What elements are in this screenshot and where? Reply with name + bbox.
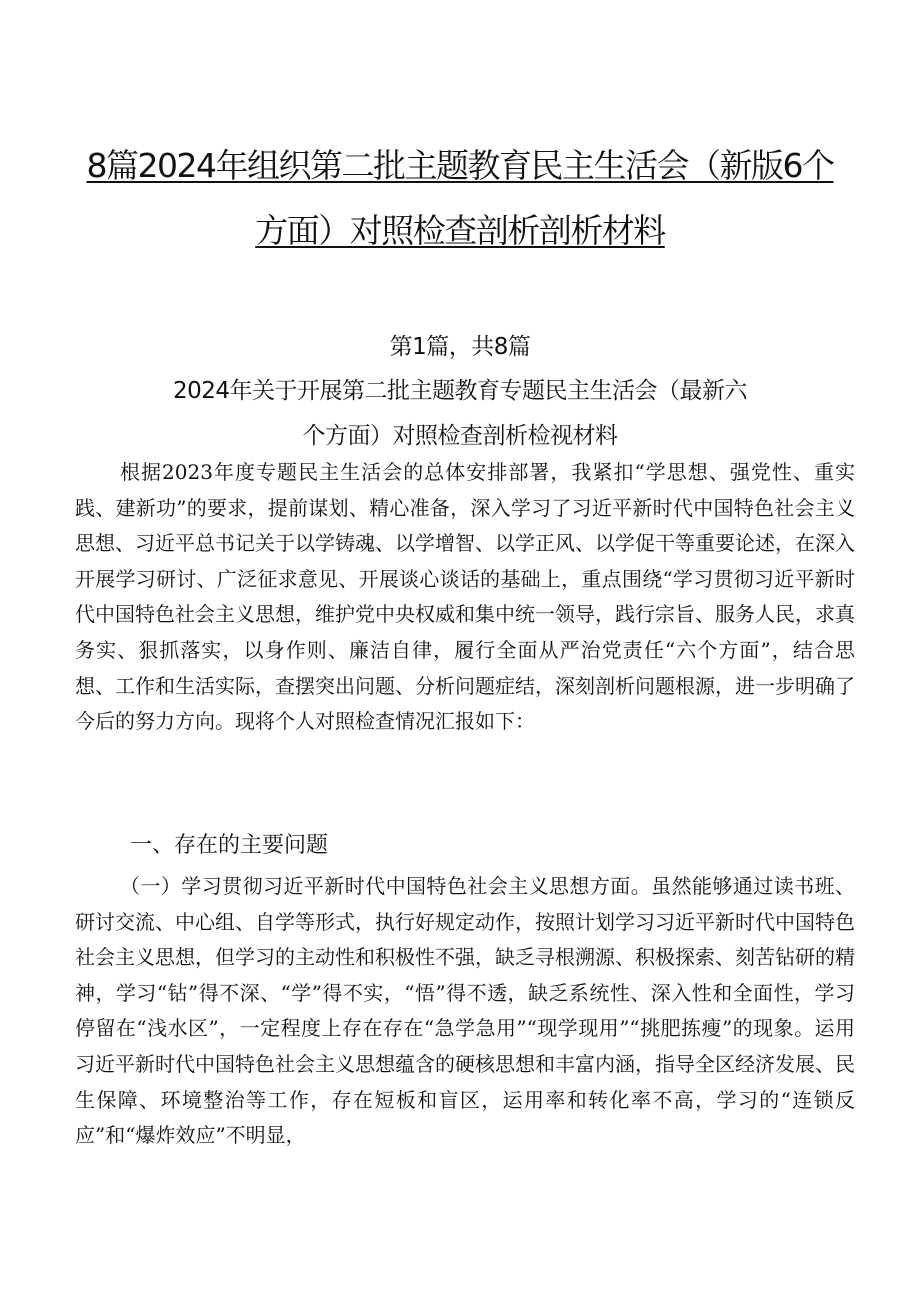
article-subtitle-line-1: 2024年关于开展第二批主题教育专题民主生活会（最新六 — [172, 378, 748, 404]
document-title-line-2: 方面）对照检查剖析剖析材料 — [255, 211, 665, 250]
document-title-line-1: 8篇2024年组织第二批主题教育民主生活会（新版6个 — [86, 146, 834, 185]
section-1-heading: 一、存在的主要问题 — [130, 833, 329, 858]
article-subtitle-line-2: 个方面）对照检查剖析检视材料 — [302, 423, 618, 449]
part-label: 第1篇，共8篇 — [389, 334, 531, 360]
section-1-paragraph: （一）学习贯彻习近平新时代中国特色社会主义思想方面。虽然能够通过读书班、研讨交流、中心组、自学等形式，执行好规定动作，按照计划学习习近平新时代中国特色社会主义思想，但学习的主动性和积极性不强，缺乏寻根溯源、积极探索、刻苦钻研的精神，学习“钻”得不深、“学”得不实，“悟”得不透，缺乏系统性、深入性和全面性，学习停留在“浅水区”，一定程度上存在存在“急学急用”“现学现用”“挑肥拣瘦”的现象。运用习近平新时代中国特色社会主义思想蕴含的硬核思想和丰富内涵，指导全区经济发展、民生保障、环境整治等工作，存在短板和盲区，运用率和转化率不高，学习的“连锁反应”和“爆炸效应”不明显， — [75, 874, 855, 1148]
intro-paragraph: 根据2023年度专题民主生活会的总体安排部署，我紧扣“学思想、强党性、重实践、建新功”的要求，提前谋划、精心准备，深入学习了习近平新时代中国特色社会主义思想、习近平总书记关于以学铸魂、以学增智、以学正风、以学促干等重要论述，在深入开展学习研讨、广泛征求意见、开展谈心谈话的基础上，重点围绕“学习贯彻习近平新时代中国特色社会主义思想，维护党中央权威和集中统一领导，践行宗旨、服务人民，求真务实、狠抓落实，以身作则、廉洁自律，履行全面从严治党责任“六个方面”，结合思想、工作和生活实际，查摆突出问题、分析问题症结，深刻剖析问题根源，进一步明确了今后的努力方向。现将个人对照检查情况汇报如下： — [75, 460, 855, 734]
